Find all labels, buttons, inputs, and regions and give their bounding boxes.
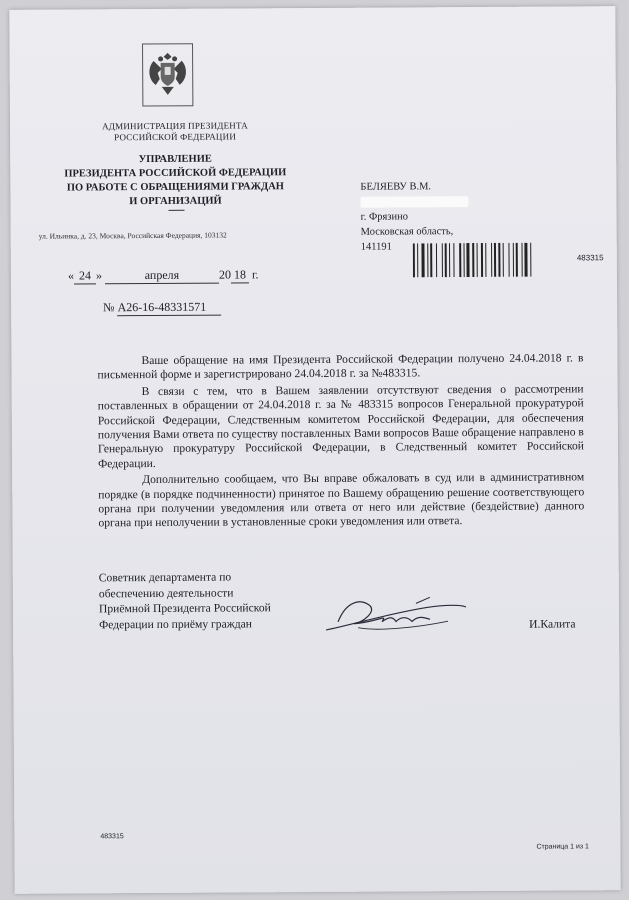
- sender-address: ул. Ильинка, д. 23, Москва, Российская Федерация, 103132: [38, 230, 227, 241]
- barcode-bar: [513, 243, 514, 277]
- barcode-bar: [481, 243, 483, 277]
- barcode-bar: [421, 243, 424, 277]
- body-paragraph: Дополнительно сообщаем, что Вы вправе обжаловать в суд или в административном порядке (в порядке подчиненности) принятое по Вашему обращению решение соответствующего органа при получении уведомления или ответа от него или действие (бездействие) данного органа при неполучении в установленные сроки уведомления или ответа.: [98, 470, 585, 530]
- body-paragraph: Ваше обращение на имя Президента Российской Федерации получено 24.04.2018 г. в письменной форме и зарегистрировано 24.04.2018 г. за №483315.: [97, 351, 584, 382]
- barcode-bar: [453, 243, 454, 277]
- letter-page: [9, 6, 620, 894]
- barcode-number: 483315: [576, 253, 604, 263]
- administration-heading: АДМИНИСТРАЦИЯ ПРЕЗИДЕНТА РОССИЙСКОЙ ФЕДЕРАЦИИ: [102, 120, 248, 143]
- body-paragraph: В связи с тем, что в Вашем заявлении отсутствуют сведения о рассмотрении поставленных в обращении от 24.04.2018 г. за № 483315 вопросов Генеральной прокуратурой Российской Федерации, Следственным комитетом Российской Федерации, для обеспечения получения Вами ответа по существу поставленных Вами вопросов Ваше обращение направлено в Генеральную прокуратуру Российской Федерации, в Следственный комитет Российской Федерации.: [97, 382, 585, 471]
- coat-of-arms-icon: [142, 43, 194, 107]
- barcode-bar: [503, 243, 504, 277]
- barcode-bar: [430, 243, 432, 277]
- heading-divider: [169, 210, 185, 211]
- footer-page-number: Страница 1 из 1: [536, 843, 589, 851]
- date-year-suffix: 18: [231, 267, 249, 283]
- barcode-bar: [449, 243, 450, 277]
- registration-number: № А26-16-48331571: [103, 300, 222, 317]
- recipient-city: г. Фрязино: [360, 211, 409, 223]
- barcode-bar: [508, 243, 509, 277]
- barcode-bar: [485, 243, 486, 277]
- barcode-bar: [491, 243, 492, 277]
- recipient-name: БЕЛЯЕВУ В.М.: [360, 181, 432, 193]
- barcode-bar: [530, 243, 531, 277]
- date-day: 24: [74, 268, 96, 284]
- signer-name: И.Калита: [529, 617, 576, 631]
- date-year-prefix: 20: [218, 267, 231, 282]
- handwritten-signature: [318, 591, 468, 640]
- footer-doc-id: 483315: [100, 833, 124, 841]
- recipient-region: Московская область,: [360, 226, 454, 238]
- letter-date: « 24 » апреля 20 18 г.: [67, 267, 259, 283]
- barcode-icon: [413, 242, 575, 277]
- department-heading: УПРАВЛЕНИЕ ПРЕЗИДЕНТА РОССИЙСКОЙ ФЕДЕРАЦИИ ПО РАБОТЕ С ОБРАЩЕНИЯМИ ГРАЖДАН И ОРГАНИЗАЦИЙ: [64, 153, 287, 208]
- barcode-bar: [442, 243, 443, 277]
- barcode-bar: [459, 243, 461, 277]
- barcode-bar: [498, 243, 500, 277]
- redacted-street: [360, 194, 468, 210]
- barcode-bar: [472, 243, 474, 277]
- barcode-bar: [516, 243, 518, 277]
- signatory-title: Советник департамента по обеспечению деятельности Приёмной Президента Российской Федерации по приёму граждан: [98, 570, 271, 632]
- redaction-mark: [360, 196, 468, 208]
- recipient-postcode: 141191: [360, 241, 392, 253]
- barcode-bar: [463, 243, 464, 277]
- barcode-bar: [445, 243, 447, 277]
- barcode-bar: [436, 243, 437, 277]
- barcode-bar: [466, 243, 469, 277]
- letter-body: [97, 351, 584, 533]
- barcode-bar: [524, 243, 527, 277]
- date-month: апреля: [105, 268, 219, 285]
- barcode-bar: [494, 243, 496, 277]
- barcode-bar: [521, 243, 522, 277]
- barcode-bar: [427, 243, 428, 277]
- barcode-bar: [477, 243, 478, 277]
- barcode-bar: [413, 243, 415, 277]
- barcode-bar: [417, 243, 418, 277]
